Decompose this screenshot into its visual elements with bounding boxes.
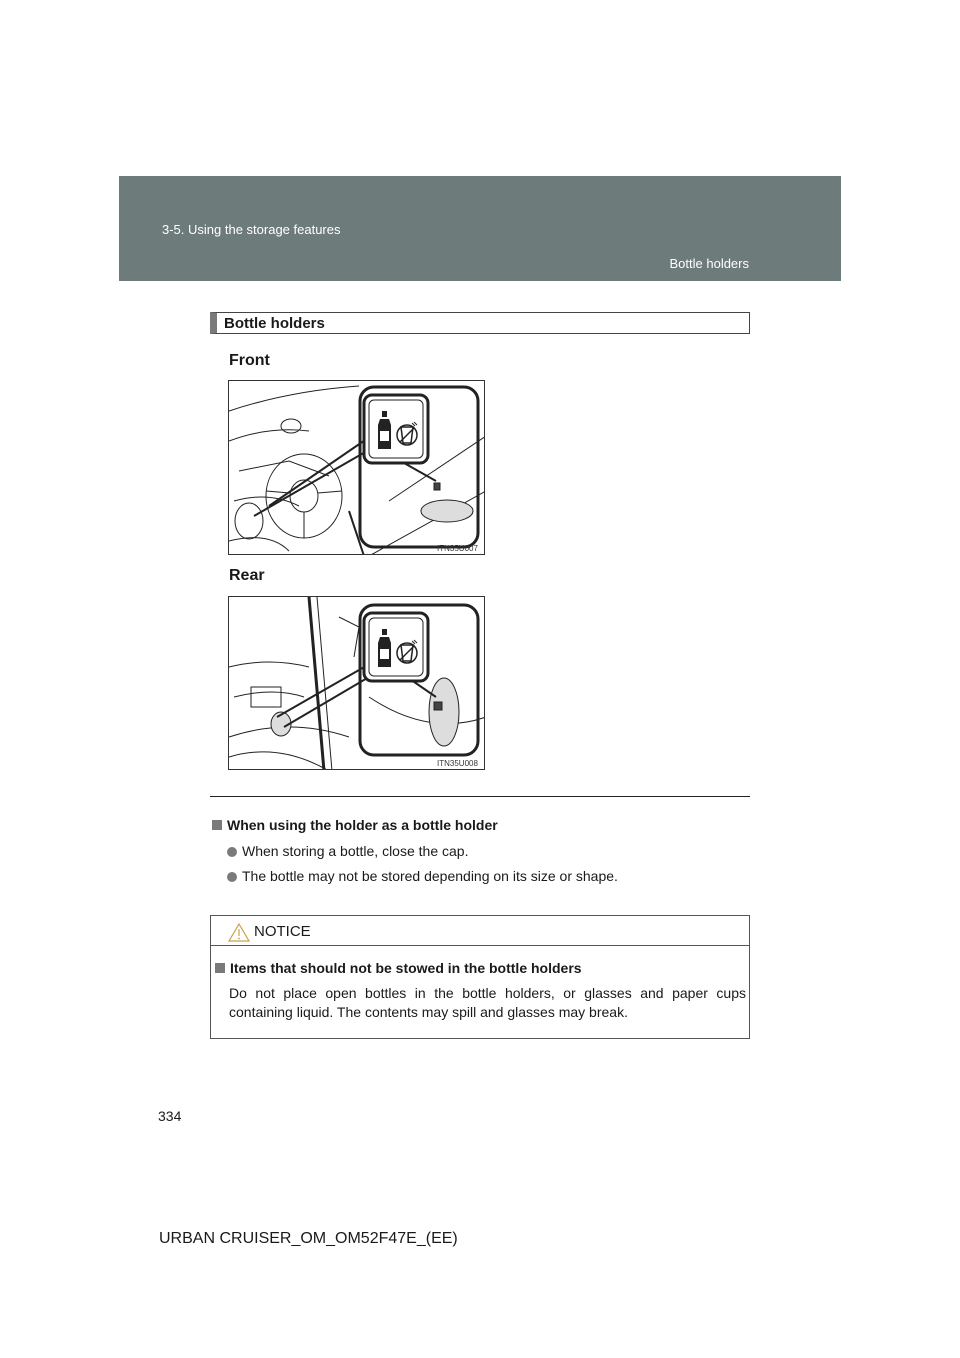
front-label: Front — [229, 352, 270, 369]
section-title: 3-5. Using the storage features — [162, 222, 341, 237]
bottle-icon — [377, 411, 392, 449]
circle-bullet-icon — [227, 872, 237, 882]
note-heading-text: When using the holder as a bottle holder — [227, 817, 498, 833]
notice-body: Do not place open bottles in the bottle holders, or glasses and paper cups containing liquid. The contents may spill and glasses may break. — [229, 985, 746, 1020]
notice-label: NOTICE — [254, 923, 311, 940]
rear-illustration — [228, 596, 485, 770]
no-cup-icon — [396, 639, 418, 665]
square-bullet-icon — [215, 963, 225, 973]
no-cup-icon — [396, 421, 418, 447]
notice-box — [210, 915, 750, 1039]
section-heading: Bottle holders — [224, 315, 325, 332]
rear-figure-code: ITN35U008 — [437, 759, 478, 768]
rear-label: Rear — [229, 567, 265, 584]
list-item — [227, 843, 468, 859]
bullet-text: When storing a bottle, close the cap. — [242, 843, 469, 859]
divider — [210, 796, 750, 797]
bottle-icon — [377, 629, 392, 667]
topic-title: Bottle holders — [669, 256, 749, 271]
front-illustration — [228, 380, 485, 555]
warning-triangle-icon — [228, 923, 250, 947]
footer-doc-id: URBAN CRUISER_OM_OM52F47E_(EE) — [159, 1230, 458, 1247]
notice-heading-text: Items that should not be stowed in the bottle holders — [230, 960, 582, 976]
notice-header — [211, 916, 749, 946]
list-item — [227, 868, 618, 884]
circle-bullet-icon — [227, 847, 237, 857]
note-heading — [212, 817, 498, 833]
square-bullet-icon — [212, 820, 222, 830]
page-header — [119, 176, 841, 281]
section-heading-box — [210, 312, 750, 334]
bullet-text: The bottle may not be stored depending on its size or shape. — [242, 868, 618, 884]
notice-heading — [215, 960, 582, 976]
page-number: 334 — [158, 1108, 182, 1124]
front-figure-code: ITN35U007 — [437, 544, 478, 553]
